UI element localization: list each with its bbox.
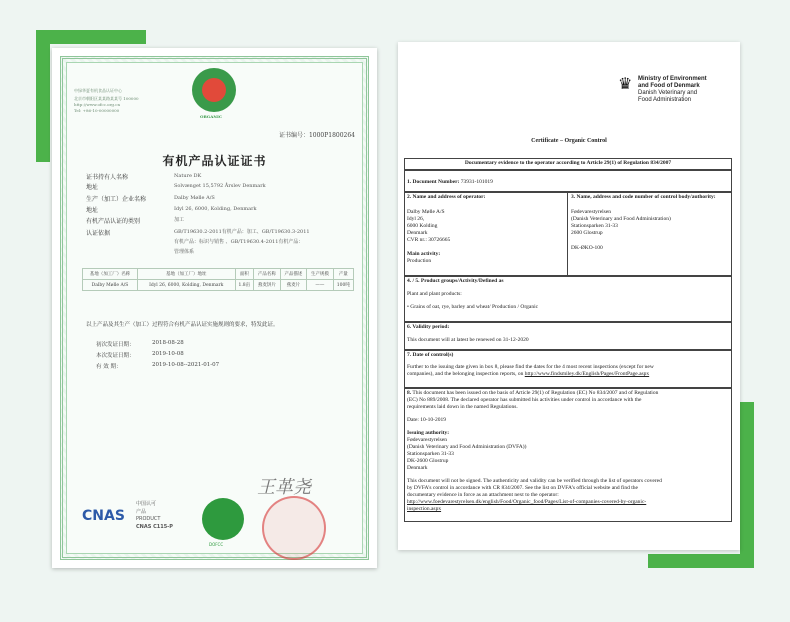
cert-row bbox=[86, 216, 174, 225]
chinese-organic-certificate bbox=[52, 48, 377, 568]
row-label: 证书持有人名称 bbox=[86, 174, 129, 181]
control-text-line: Further to the issuing date given in box 8, please find the dates for the 4 most recent inspections (except for new bbox=[407, 364, 654, 370]
cnas-logo: CNAS bbox=[82, 508, 125, 524]
issuing-line: Denmark bbox=[407, 465, 428, 471]
date-label: 有 效 期： bbox=[96, 364, 122, 370]
certified-products-table bbox=[82, 268, 354, 291]
row-value: 加工 bbox=[174, 217, 185, 223]
basis-line: 管理体系 bbox=[174, 249, 195, 255]
cert-row bbox=[86, 172, 174, 181]
signature: 王革尧 bbox=[257, 477, 311, 498]
doc-number-label: 1. Document Number: bbox=[407, 179, 460, 185]
operator-line: Idyl 26, bbox=[407, 216, 425, 222]
table-header: 产品名称 bbox=[254, 269, 281, 280]
authority-code: DK-ØKO-100 bbox=[571, 245, 603, 251]
column-divider bbox=[567, 193, 568, 275]
certificate-number bbox=[279, 130, 355, 139]
issuing-line: (Danish Veterinary and Food Administration (DVFA)) bbox=[407, 444, 527, 450]
findsmiley-link[interactable]: http://www.findsmiley.dk/English/Pages/FrontPage.aspx bbox=[524, 371, 650, 377]
cert-row bbox=[86, 194, 174, 203]
row-label: 地址 bbox=[86, 207, 99, 214]
products-intro: Plant and plant products: bbox=[407, 291, 462, 297]
operator-authority-box bbox=[404, 192, 732, 276]
issuing-line: DK-2600 Glostrup bbox=[407, 458, 449, 464]
row-value: Solvænget 15,5792 Årslev Denmark bbox=[174, 183, 266, 189]
accent-bar-top-left bbox=[36, 30, 146, 44]
cnas-sub-line: CNAS C115-P bbox=[136, 524, 173, 530]
closing-line: This document will not be signed. The authenticity and validity can be verified through the list of operators covered bbox=[407, 478, 662, 484]
operator-heading: 2. Name and address of operator: bbox=[407, 194, 486, 200]
ministry-line: and Food of Denmark bbox=[638, 83, 700, 89]
main-header: Documentary evidence to the operator according to Article 29(1) of Regulation 834/2007 bbox=[464, 160, 672, 166]
date-row bbox=[96, 351, 184, 359]
cert-row bbox=[86, 182, 174, 191]
authority-line: Stationsparken 31-33 bbox=[571, 223, 618, 229]
date-value: 2019-10-08 bbox=[152, 351, 184, 357]
dofcc-label: DOFCC bbox=[209, 542, 224, 547]
date-label: 本次发证日期： bbox=[96, 353, 135, 359]
main-activity-label: Main activity: bbox=[407, 251, 441, 257]
row-value: Idyl 26, 6000, Kolding, Denmark bbox=[174, 206, 257, 212]
issuance-box bbox=[404, 388, 732, 522]
row-label: 生产（加工）企业名称 bbox=[86, 196, 147, 203]
organic-logo-icon bbox=[192, 68, 236, 112]
table-cell: Idyl 26, 6000, Kolding, Denmark bbox=[137, 280, 235, 291]
main-header-box bbox=[404, 158, 732, 170]
row-label: 地址 bbox=[86, 184, 99, 191]
closing-line: by DVFA’s control in accordance with CR 834/2007. See the list on DVFA’s official website and find the bbox=[407, 485, 638, 491]
date-row bbox=[96, 340, 184, 348]
validity-box bbox=[404, 322, 732, 350]
table-cell: —— bbox=[307, 280, 334, 291]
cnas-sub-line: 产品 bbox=[136, 509, 147, 515]
table-header: 面积 bbox=[235, 269, 254, 280]
validity-heading: 6. Validity period: bbox=[407, 324, 450, 330]
basis-line: 有机产品：标识与销售 、GB/T19630.4-2011有机产品： bbox=[174, 239, 304, 245]
table-header: 产量 bbox=[333, 269, 353, 280]
date-label: 初次发证日期： bbox=[96, 342, 135, 348]
table-header: 基地（加工厂）名称 bbox=[83, 269, 138, 280]
danish-organic-certificate bbox=[398, 42, 740, 550]
authority-line: 2600 Glostrup bbox=[571, 230, 603, 236]
issuing-line: Stationsparken 31-33 bbox=[407, 451, 454, 457]
cert-row bbox=[86, 228, 174, 237]
ministry-line: Food Administration bbox=[638, 97, 692, 103]
operator-line: Denmark bbox=[407, 230, 428, 236]
table-cell: 100吨 bbox=[333, 280, 353, 291]
dvfa-list-link-cont[interactable]: inspection.aspx bbox=[407, 506, 442, 512]
table-cell: 燕麦饼片 bbox=[254, 280, 281, 291]
red-stamp-seal bbox=[262, 496, 326, 560]
cnas-sub-line: 中国认可 bbox=[136, 501, 157, 507]
logo-caption: ORGANIC bbox=[200, 114, 223, 119]
authority-column bbox=[571, 194, 729, 252]
dofcc-logo-icon bbox=[202, 498, 244, 540]
authority-heading: 3. Name, address and code number of control body/authority: bbox=[571, 194, 716, 200]
cert-no-value: 1000P1800264 bbox=[308, 132, 355, 139]
table-cell: 1.8亩 bbox=[235, 280, 254, 291]
crown-icon: ♛ bbox=[618, 76, 633, 93]
control-text-line: companies), and the belonging inspection reports, on bbox=[407, 371, 524, 377]
header-small-line: Tel: +86-10-00000000 bbox=[74, 108, 120, 113]
row-value: GB/T19630.2-2011有机产品：加工、GB/T19630.3-2011 bbox=[174, 229, 310, 235]
ministry-header bbox=[638, 76, 707, 104]
operator-line: Dalby Mølle A/S bbox=[407, 209, 445, 215]
products-box bbox=[404, 276, 732, 322]
table-cell: 燕麦片 bbox=[280, 280, 307, 291]
issue-text-line: This document has been issued on the basis of Article 29(1) of Regulation (EC) No 834/2007 and of Regulation bbox=[412, 390, 659, 396]
validity-text: This document will at latest be renewed on 31-12-2020 bbox=[407, 337, 529, 343]
row-value: Nature DK bbox=[174, 173, 202, 179]
row-label: 认证依据 bbox=[86, 230, 111, 237]
table-header: 产品描述 bbox=[280, 269, 307, 280]
issuing-label: Issuing authority: bbox=[407, 430, 450, 436]
issuing-line: Fødevarestyrelsen bbox=[407, 437, 448, 443]
header-small-line: 北京市朝阳区某某路某某号 100000 bbox=[74, 96, 139, 101]
document-number-box bbox=[404, 170, 732, 192]
table-header: 生产规模 bbox=[307, 269, 334, 280]
row-label: 有机产品认证的类别 bbox=[86, 218, 141, 225]
operator-line: 6000 Kolding bbox=[407, 223, 438, 229]
cert-row bbox=[86, 205, 174, 214]
cnas-sub-line: PRODUCT bbox=[136, 516, 161, 522]
control-dates-box bbox=[404, 350, 732, 388]
ministry-line: Danish Veterinary and bbox=[638, 90, 698, 96]
closing-line: documentary evidence in force as an attachment next to the operator: bbox=[407, 492, 559, 498]
products-item: • Grains of oat, rye, barley and wheat/ Production / Organic bbox=[407, 304, 539, 310]
ministry-line: Ministry of Environment bbox=[638, 76, 707, 82]
certificate-title: 有机产品认证证书 bbox=[162, 154, 267, 168]
authority-line: (Danish Veterinary and Food Administration) bbox=[571, 216, 671, 222]
accent-bar-left bbox=[36, 30, 50, 162]
issue-date: Date: 10-10-2019 bbox=[407, 417, 446, 423]
header-small-line: 中绿华夏有机食品认证中心 bbox=[74, 88, 122, 93]
table-header-row bbox=[83, 269, 354, 280]
table-cell: Dalby Mølle A/S bbox=[83, 280, 138, 291]
conformity-note: 以上产品及其生产（加工）过程符合有机产品认证实施规则的要求，特发此证。 bbox=[86, 322, 279, 328]
cert-no-label: 证书编号： bbox=[278, 132, 309, 139]
doc-number-value: 73931-101019 bbox=[460, 179, 493, 185]
control-heading: 7. Date of control(s) bbox=[407, 352, 454, 358]
row-value: Dalby Mølle A/S bbox=[174, 195, 215, 201]
date-row bbox=[96, 362, 220, 370]
issue-heading: 8. bbox=[407, 390, 412, 396]
table-header: 基地（加工厂）地址 bbox=[137, 269, 235, 280]
operator-line: CVR nr.: 30726665 bbox=[407, 237, 451, 243]
products-heading: 4. / 5. Product groups/Activity/Defined as bbox=[407, 278, 504, 284]
accent-bar-right bbox=[740, 402, 754, 568]
table-row bbox=[83, 280, 354, 291]
accent-bar-bottom-right bbox=[648, 554, 754, 568]
issue-text-line: requirements laid down in the named Regulations. bbox=[407, 404, 518, 410]
main-activity-value: Production bbox=[407, 258, 432, 264]
date-value: 2018-08-28 bbox=[152, 340, 184, 346]
issue-text-line: (EC) No 889/2008. The declared operator has submitted his activities under control in accordance with the bbox=[407, 397, 642, 403]
authority-line: Fødevarestyrelsen bbox=[571, 209, 612, 215]
certificate-title: Certificate – Organic Control bbox=[531, 138, 607, 144]
date-value: 2019-10-08--2021-01-07 bbox=[152, 362, 220, 368]
header-small-line: http://www.ofcc.org.cn bbox=[74, 102, 121, 107]
dvfa-list-link[interactable]: http://www.foedevarestyrelsen.dk/english/Food/Organic_food/Pages/List-of-companies-covered-by-organic- bbox=[407, 499, 647, 505]
